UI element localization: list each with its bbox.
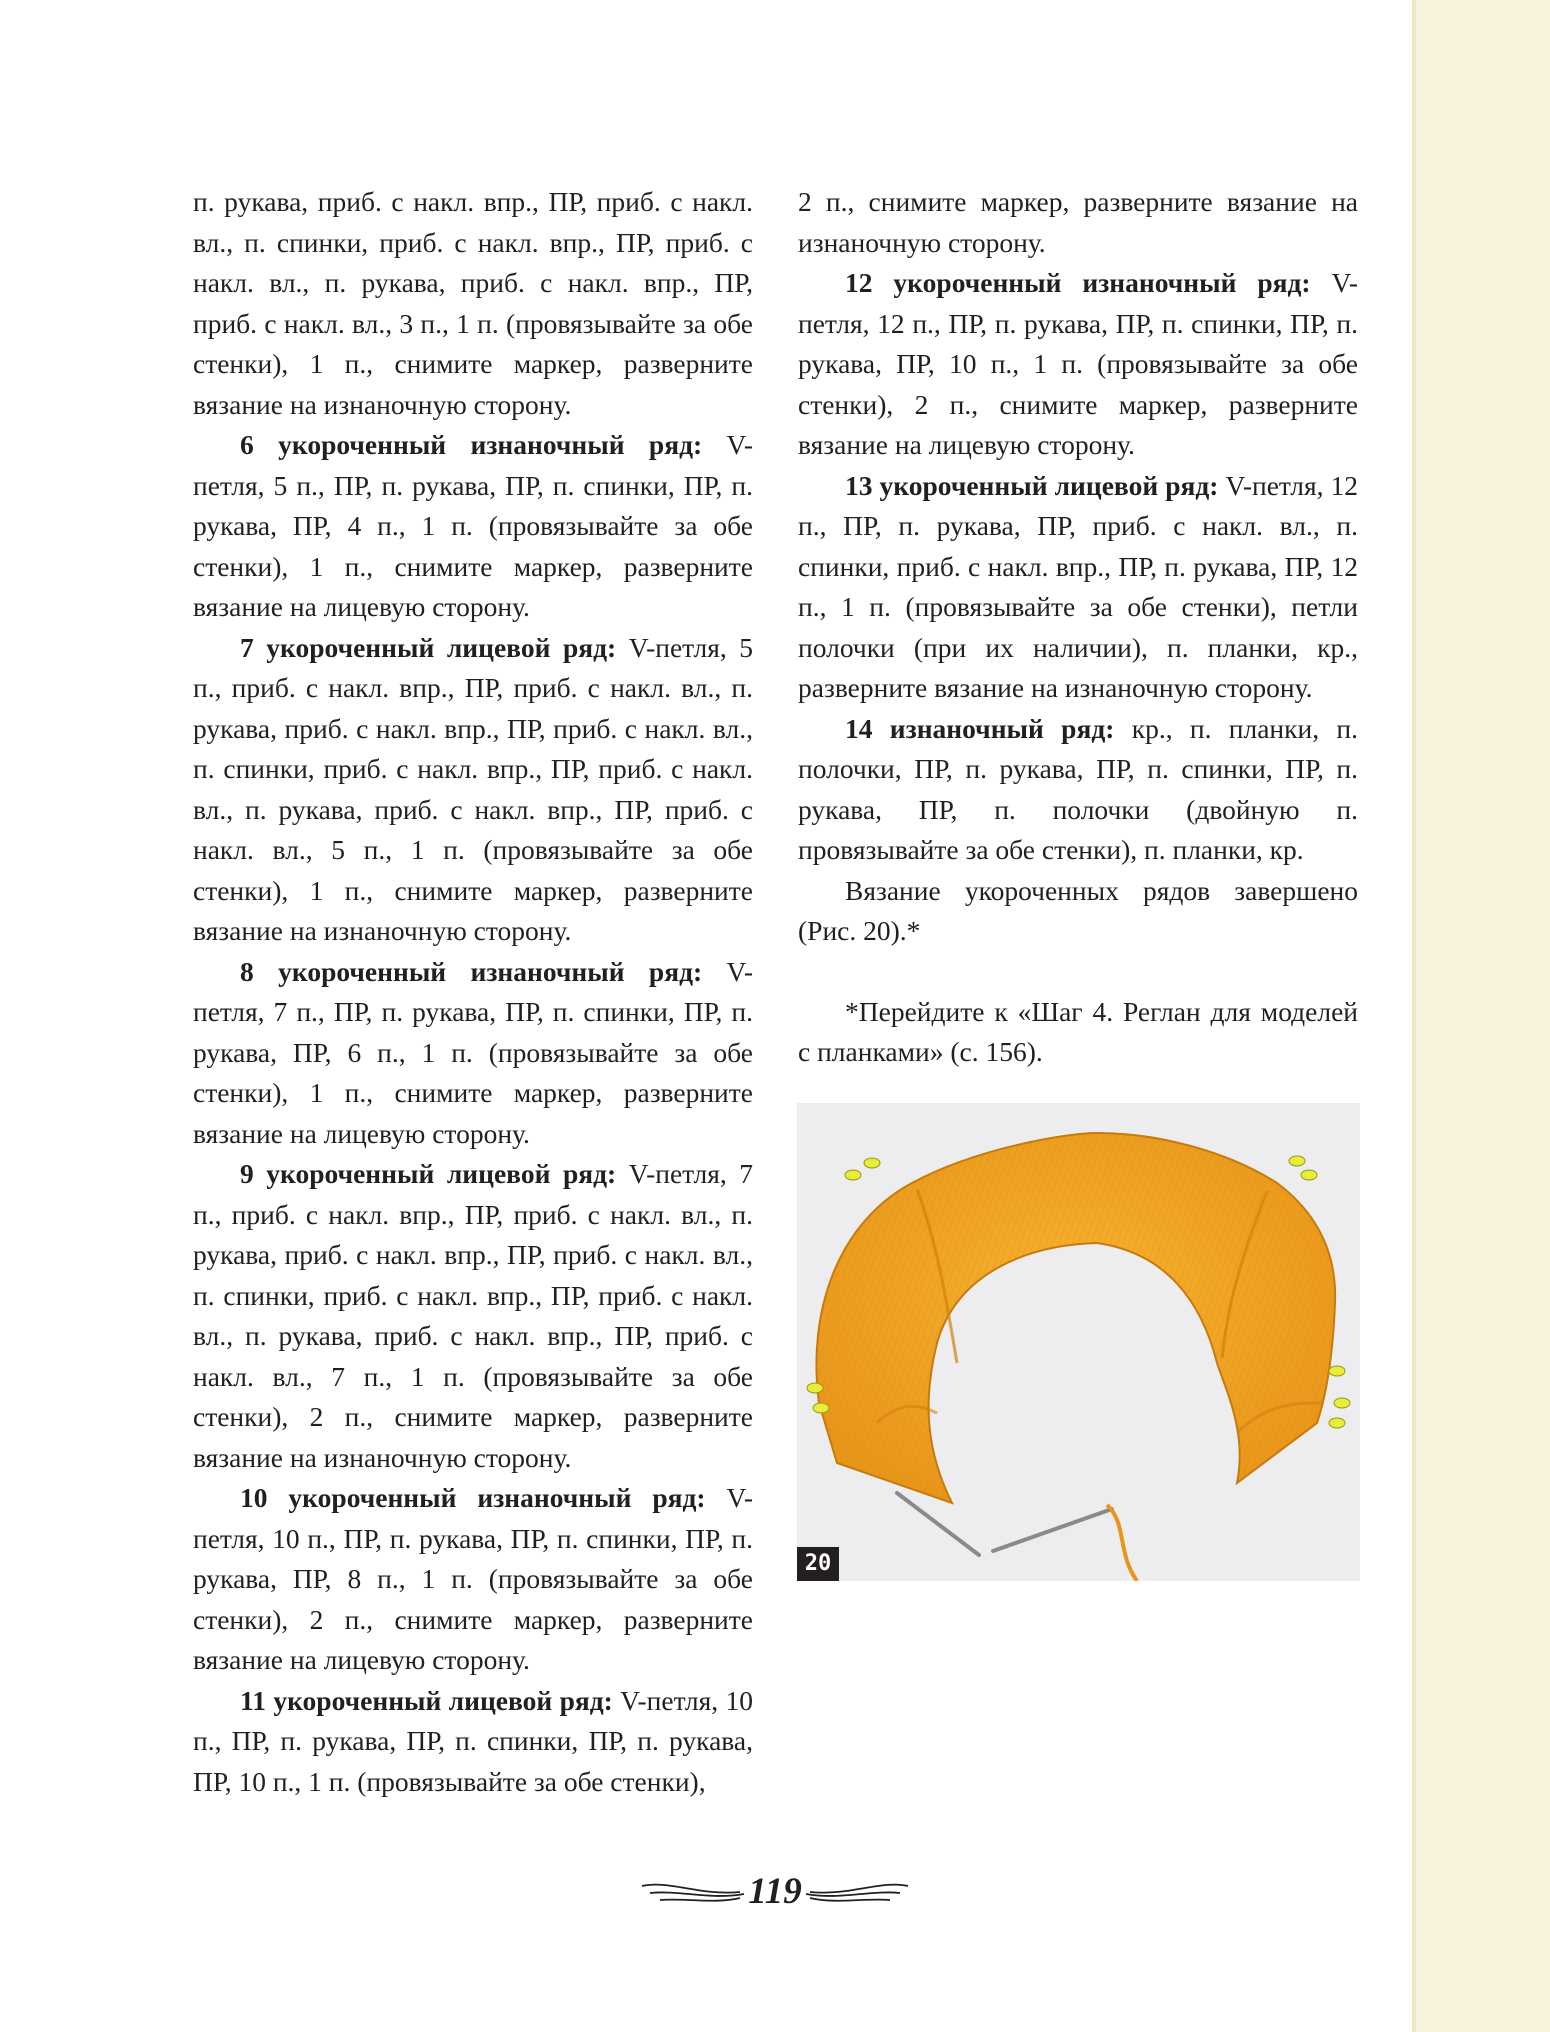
page-number: 119 xyxy=(748,1871,802,1912)
paragraph: 14 изнаночный ряд: кр., п. планки, п. полочки, ПР, п. рукава, ПР, п. спинки, ПР, п. рукава, ПР, п. полочки (двойную п. провязывайте за обе стенки), п. планки, кр. xyxy=(798,712,1358,865)
paragraph: Вязание укороченных рядов завершено (Рис. 20).* xyxy=(798,874,1358,946)
footnote: *Перейдите к «Шаг 4. Реглан для моделей с планками» (с. 156). xyxy=(798,995,1358,1067)
right-text-column xyxy=(798,182,1358,1073)
paragraph: 10 укороченный изнаночный ряд: V-петля, 10 п., ПР, п. рукава, ПР, п. спинки, ПР, п. рукава, ПР, 8 п., 1 п. (провязывайте за обе стенки), 2 п., снимите маркер, разверните вязание на лицевую сторону. xyxy=(193,1482,753,1675)
row-heading: 12 укороченный изнаночный ряд: xyxy=(845,267,1311,298)
row-heading: 10 укороченный изнаночный ряд: xyxy=(240,1482,706,1513)
paragraph: 2 п., снимите маркер, разверните вязание на изнаночную сторону. xyxy=(798,186,1358,258)
right-flourish-icon xyxy=(800,1878,910,1908)
paragraph: 13 укороченный лицевой ряд: V-петля, 12 п., ПР, п. рукава, ПР, приб. с накл. вл., п. спинки, приб. с накл. впр., ПР, п. рукава, ПР, 12 п., 1 п. (провязывайте за обе стенки), петли полочки (при их наличии), п. планки, кр., разверните вязание на изнаночную сторону. xyxy=(798,469,1359,703)
left-text-column xyxy=(193,182,753,1802)
paragraph: 6 укороченный изнаночный ряд: V-петля, 5 п., ПР, п. рукава, ПР, п. спинки, ПР, п. рукава, ПР, 4 п., 1 п. (провязывайте за обе стенки), 1 п., снимите маркер, разверните вязание на лицевую сторону. xyxy=(193,429,753,622)
paragraph: 11 укороченный лицевой ряд: V-петля, 10 п., ПР, п. рукава, ПР, п. спинки, ПР, п. рукава, ПР, 10 п., 1 п. (провязывайте за обе стенки), xyxy=(193,1684,754,1797)
paragraph: п. рукава, приб. с накл. впр., ПР, приб. с накл. вл., п. спинки, приб. с накл. впр., ПР, приб. с накл. вл., п. рукава, приб. с накл. впр., ПР, приб. с накл. вл., 3 п., 1 п. (провязывайте за обе стенки), 1 п., снимите маркер, разверните вязание на изнаночную сторону. xyxy=(193,186,753,420)
row-heading: 11 укороченный лицевой ряд: xyxy=(240,1684,613,1716)
row-heading: 6 укороченный изнаночный ряд: xyxy=(240,429,703,460)
row-heading: 7 укороченный лицевой ряд: xyxy=(240,631,617,663)
paragraph: 7 укороченный лицевой ряд: V-петля, 5 п., приб. с накл. впр., ПР, приб. с накл. вл., п. рукава, приб. с накл. впр., ПР, приб. с накл. вл., п. спинки, приб. с накл. впр., ПР, приб. с накл. вл., п. рукава, приб. с накл. впр., ПР, приб. с накл. вл., 5 п., 1 п. (провязывайте за обе стенки), 1 п., снимите маркер, разверните вязание на изнаночную сторону. xyxy=(193,631,754,946)
figure-knitted-yoke-photo xyxy=(797,1103,1360,1581)
paragraph: 9 укороченный лицевой ряд: V-петля, 7 п., приб. с накл. впр., ПР, приб. с накл. вл., п. рукава, приб. с накл. впр., ПР, приб. с накл. вл., п. спинки, приб. с накл. впр., ПР, приб. с накл. вл., п. рукава, приб. с накл. впр., ПР, приб. с накл. вл., 7 п., 1 п. (провязывайте за обе стенки), 2 п., снимите маркер, разверните вязание на изнаночную сторону. xyxy=(193,1158,754,1473)
row-heading: 9 укороченный лицевой ряд: xyxy=(240,1158,617,1189)
page-edge-strip xyxy=(1412,0,1550,2032)
paragraph: 12 укороченный изнаночный ряд: V-петля, 12 п., ПР, п. рукава, ПР, п. спинки, ПР, п. рукава, ПР, 10 п., 1 п. (провязывайте за обе стенки), 2 п., снимите маркер, разверните вязание на лицевую сторону. xyxy=(798,267,1358,460)
page-number-ornament xyxy=(640,1866,910,1926)
knitted-yoke-illustration xyxy=(797,1103,1360,1581)
row-heading: 13 укороченный лицевой ряд: xyxy=(845,469,1219,501)
figure-number-badge: 20 xyxy=(797,1547,839,1581)
row-heading: 8 укороченный изнаночный ряд: xyxy=(240,955,703,987)
paragraph: 8 укороченный изнаночный ряд: V-петля, 7 п., ПР, п. рукава, ПР, п. спинки, ПР, п. рукава, ПР, 6 п., 1 п. (провязывайте за обе стенки), 1 п., снимите маркер, разверните вязание на лицевую сторону. xyxy=(193,955,753,1149)
row-heading: 14 изнаночный ряд: xyxy=(845,712,1115,744)
